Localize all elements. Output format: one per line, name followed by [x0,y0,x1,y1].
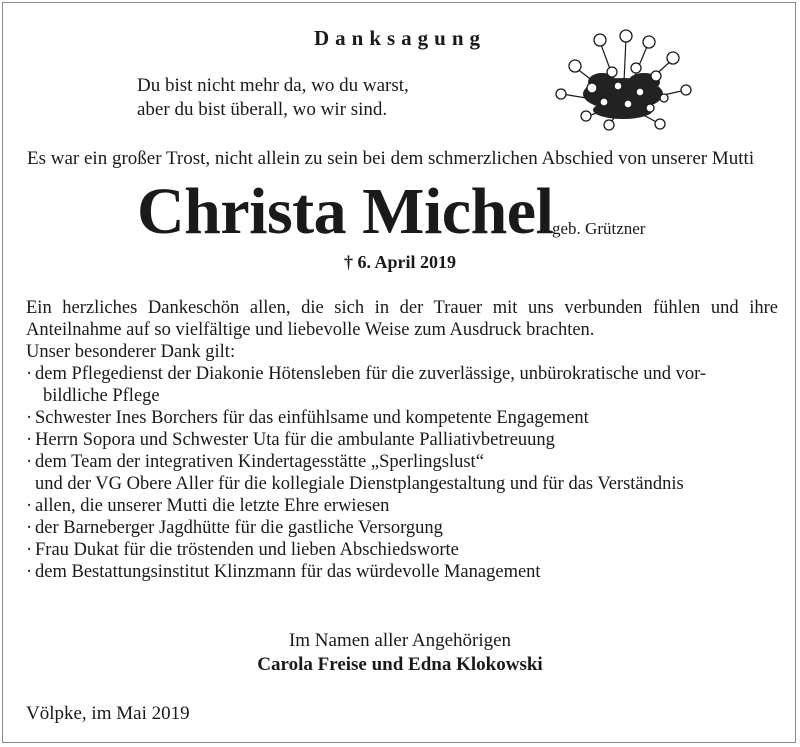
verse-line-2: aber du bist überall, wo wir sind. [137,99,388,120]
list-item-text-cont: und der VG Obere Aller für die kollegiale Dienstplangestaltung und für das Verständnis [35,474,684,494]
verse-line-1: Du bist nicht mehr da, wo du warst, [137,75,409,96]
bullet: · [26,496,33,516]
bullet: · [26,430,33,450]
thanks-body [26,297,778,583]
special-thanks-intro: Unser besonderer Dank gilt: [26,342,236,362]
bullet: · [26,408,33,428]
list-item-text: dem Bestattungsinstitut Klinzmann für das würdevolle Management [35,562,541,582]
list-item [26,407,778,429]
list-item [26,451,778,495]
list-item-text: allen, die unserer Mutti die letzte Ehre erwiesen [35,496,390,516]
list-item [26,539,778,561]
list-item-text-cont: bildliche Pflege [43,386,160,406]
list-item-text: Schwester Ines Borchers für das einfühlsame und kompetente Engagement [35,408,589,428]
list-item [26,363,778,407]
bullet: · [26,562,33,582]
list-item-text: Herrn Sopora und Schwester Uta für die ambulante Palliativbetreuung [35,430,555,450]
bullet: · [26,540,33,560]
bullet: · [26,452,33,472]
maiden-name: geb. Grützner [552,219,646,238]
list-item [26,517,778,539]
signature-names: Carola Freise und Edna Klokowski [257,654,543,675]
list-item-text: dem Pflegedienst der Diakonie Hötensleben für die zuverlässige, unbürokratische und vor- [35,364,707,384]
thanks-list [26,363,778,583]
verse [137,74,409,122]
thanks-line-2: Anteilnahme auf so vielfältige und liebevolle Weise zum Ausdruck brachten. [26,320,595,340]
heading: Danksagung [313,26,487,50]
list-item-text: dem Team der integrativen Kindertagesstätte „Sperlingslust“ [35,452,484,472]
list-item-text: der Barneberger Jagdhütte für die gastliche Versorgung [35,518,443,538]
deceased-name: Christa Michel [137,175,554,248]
flower-bouquet-icon [552,24,694,132]
place-date: Völpke, im Mai 2019 [26,703,190,724]
death-date: † 6. April 2019 [343,252,456,272]
thanks-line-1: Ein herzliches Dankeschön allen, die sich in der Trauer mit uns verbunden fühlen und ihre [26,298,778,318]
list-item [26,561,778,583]
bullet: · [26,518,33,538]
bullet: · [26,364,33,384]
intro-text: Es war ein großer Trost, nicht allein zu sein bei dem schmerzlichen Abschied von unserer Mutti [27,148,755,169]
list-item-text: Frau Dukat für die tröstenden und lieben Abschiedsworte [35,540,459,560]
list-item [26,495,778,517]
list-item [26,429,778,451]
signature-intro: Im Namen aller Angehörigen [288,630,512,651]
